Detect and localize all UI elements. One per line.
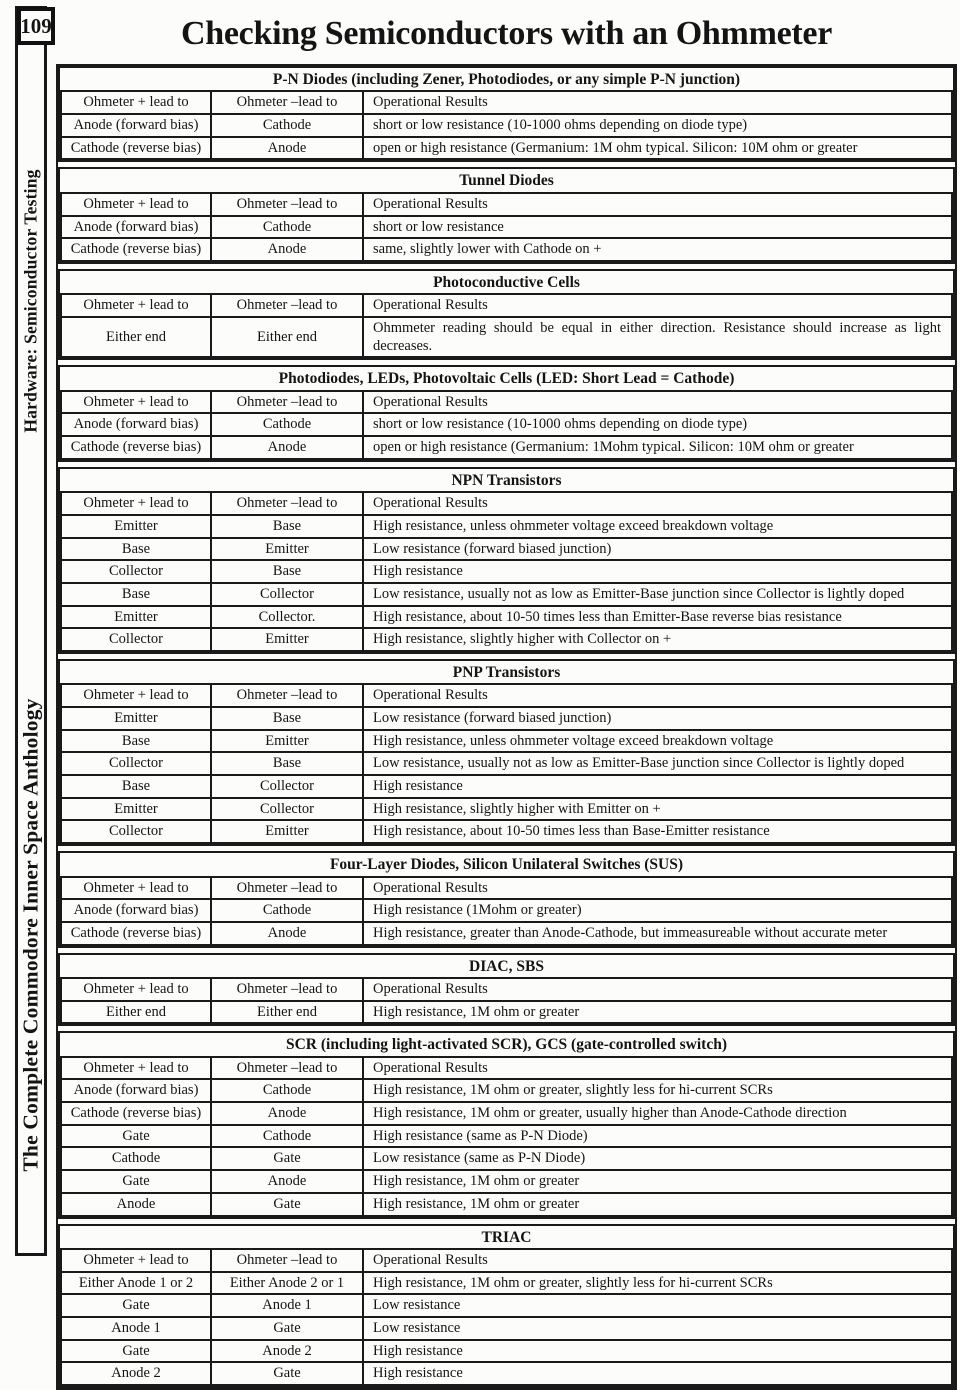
lead-cell: Emitter [61,515,211,538]
header-cell: Operational Results [363,978,952,1001]
table-row [61,899,952,922]
lead-cell: Gate [211,1317,363,1340]
lead-cell: Gate [211,1362,363,1385]
table-row [61,317,952,357]
table-row [61,1317,952,1340]
lead-cell: Anode (forward bias) [61,114,211,137]
header-cell: Operational Results [363,877,952,900]
main-content [56,0,957,1390]
section-title: PNP Transistors [452,663,561,681]
lead-cell: Cathode [211,1125,363,1148]
result-cell: High resistance, unless ohmmeter voltage exceed breakdown voltage [363,730,952,753]
lead-cell: Cathode (reverse bias) [61,436,211,459]
table-row [61,775,952,798]
section [58,953,955,1027]
lead-cell: Cathode (reverse bias) [61,1102,211,1125]
section-table [60,293,953,358]
lead-cell: Cathode [211,899,363,922]
lead-cell: Base [61,775,211,798]
lead-cell: Cathode (reverse bias) [61,137,211,160]
lead-cell: Collector [61,752,211,775]
result-cell: Low resistance (forward biased junction) [363,538,952,561]
lead-cell: Either end [211,317,363,357]
page-number-box [17,7,55,45]
header-cell: Ohmeter + lead to [61,193,211,216]
sidebar-bar [15,6,47,1256]
header-cell: Ohmeter + lead to [61,1249,211,1272]
header-cell: Ohmeter –lead to [211,1057,363,1080]
table-row [61,1193,952,1216]
header-cell: Ohmeter –lead to [211,684,363,707]
table-row [61,1001,952,1024]
lead-cell: Gate [61,1125,211,1148]
header-cell: Ohmeter + lead to [61,877,211,900]
header-cell: Operational Results [363,492,952,515]
lead-cell: Anode [211,1102,363,1125]
table-row [61,583,952,606]
result-cell: Low resistance, usually not as low as Emitter-Base junction since Collector is lightly doped [363,752,952,775]
lead-cell: Cathode (reverse bias) [61,922,211,945]
header-cell: Ohmeter –lead to [211,294,363,317]
section-title: TRIAC [481,1228,532,1246]
lead-cell: Collector [211,798,363,821]
table-row [61,560,952,583]
table-row [61,1170,952,1193]
lead-cell: Either Anode 2 or 1 [211,1272,363,1295]
result-cell: Low resistance [363,1317,952,1340]
table-row [61,114,952,137]
lead-cell: Either end [61,317,211,357]
result-cell: High resistance (same as P-N Diode) [363,1125,952,1148]
section-title: NPN Transistors [451,471,562,489]
lead-cell: Cathode [211,114,363,137]
lead-cell: Anode 2 [211,1340,363,1363]
header-cell: Ohmeter + lead to [61,684,211,707]
lead-cell: Anode [211,1170,363,1193]
lead-cell: Emitter [61,606,211,629]
lead-cell: Emitter [211,628,363,651]
lead-cell: Gate [211,1193,363,1216]
table-row [61,730,952,753]
header-cell: Operational Results [363,91,952,114]
header-row [61,91,952,114]
result-cell: High resistance, 1M ohm or greater, usually higher than Anode-Cathode direction [363,1102,952,1125]
lead-cell: Anode [211,436,363,459]
table-row [61,628,952,651]
table-row [61,413,952,436]
section-table [60,491,953,652]
result-cell: High resistance, unless ohmmeter voltage exceed breakdown voltage [363,515,952,538]
lead-cell: Collector [211,775,363,798]
result-cell: High resistance, 1M ohm or greater [363,1001,952,1024]
table-row [61,606,952,629]
result-cell: short or low resistance (10-1000 ohms depending on diode type) [363,114,952,137]
section-table [60,683,953,844]
lead-cell: Cathode [61,1147,211,1170]
header-row [61,294,952,317]
page-number: 109 [20,13,52,38]
header-cell: Operational Results [363,294,952,317]
result-cell: High resistance, slightly higher with Emitter on + [363,798,952,821]
lead-cell: Base [61,538,211,561]
section-title: P-N Diodes (including Zener, Photodiodes, or any simple P-N junction) [272,71,741,88]
section-table [60,1248,953,1386]
lead-cell: Either end [211,1001,363,1024]
lead-cell: Gate [211,1147,363,1170]
header-cell: Ohmeter + lead to [61,391,211,414]
lead-cell: Emitter [61,707,211,730]
result-cell: High resistance [363,775,952,798]
header-row [61,492,952,515]
header-cell: Ohmeter + lead to [61,91,211,114]
section [58,1224,955,1389]
result-cell: Low resistance (same as P-N Diode) [363,1147,952,1170]
lead-cell: Anode [211,922,363,945]
lead-cell: Base [211,560,363,583]
lead-cell: Gate [61,1294,211,1317]
lead-cell: Cathode [211,1079,363,1102]
result-cell: High resistance, 1M ohm or greater, slightly less for hi-current SCRs [363,1272,952,1295]
result-cell: Low resistance [363,1294,952,1317]
section-table [60,1056,953,1217]
header-row [61,1249,952,1272]
lead-cell: Anode 2 [61,1362,211,1385]
table-row [61,1102,952,1125]
result-cell: High resistance, greater than Anode-Cathode, but immeasureable without accurate meter [363,922,952,945]
table-row [61,1340,952,1363]
table-row [61,538,952,561]
section [58,1031,955,1218]
table-row [61,515,952,538]
section [58,269,955,360]
table-row [61,137,952,160]
header-row [61,978,952,1001]
lead-cell: Cathode [211,413,363,436]
section-title: DIAC, SBS [469,957,544,975]
sidebar-bottom-label: The Complete Commodore Inner Space Anthology [18,698,43,1172]
section [58,365,955,461]
lead-cell: Anode 1 [211,1294,363,1317]
section-title: Tunnel Diodes [459,172,554,190]
table-row [61,238,952,261]
result-cell: High resistance, about 10-50 times less than Base-Emitter resistance [363,820,952,843]
header-cell: Operational Results [363,1249,952,1272]
table-row [61,436,952,459]
table-row [61,820,952,843]
table-row [61,1079,952,1102]
header-cell: Ohmeter –lead to [211,877,363,900]
lead-cell: Collector [61,560,211,583]
lead-cell: Anode [211,137,363,160]
header-cell: Ohmeter + lead to [61,978,211,1001]
lead-cell: Base [211,707,363,730]
lead-cell: Anode (forward bias) [61,1079,211,1102]
table-row [61,922,952,945]
result-cell: Low resistance, usually not as low as Emitter-Base junction since Collector is lightly doped [363,583,952,606]
header-cell: Ohmeter –lead to [211,978,363,1001]
header-cell: Operational Results [363,1057,952,1080]
lead-cell: Gate [61,1170,211,1193]
table-row [61,1272,952,1295]
lead-cell: Anode (forward bias) [61,216,211,239]
header-cell: Operational Results [363,391,952,414]
lead-cell: Either end [61,1001,211,1024]
section [58,167,955,263]
result-cell: High resistance [363,1362,952,1385]
table-row [61,216,952,239]
lead-cell: Anode (forward bias) [61,899,211,922]
header-row [61,391,952,414]
result-cell: High resistance, 1M ohm or greater, slightly less for hi-current SCRs [363,1079,952,1102]
header-cell: Ohmeter –lead to [211,391,363,414]
section [58,851,955,947]
tables-container [56,64,957,1390]
lead-cell: Gate [61,1340,211,1363]
section [58,467,955,654]
result-cell: open or high resistance (Germanium: 1Mohm typical. Silicon: 10M ohm or greater [363,436,952,459]
result-cell: High resistance, about 10-50 times less than Emitter-Base reverse bias resistance [363,606,952,629]
lead-cell: Base [61,583,211,606]
result-cell: High resistance [363,560,952,583]
table-row [61,1147,952,1170]
result-cell: short or low resistance (10-1000 ohms depending on diode type) [363,413,952,436]
header-row [61,193,952,216]
header-cell: Ohmeter + lead to [61,1057,211,1080]
lead-cell: Collector. [211,606,363,629]
result-cell: High resistance, slightly higher with Collector on + [363,628,952,651]
section-table [60,192,953,262]
section-title: Photodiodes, LEDs, Photovoltaic Cells (LED: Short Lead = Cathode) [278,370,735,388]
table-row [61,798,952,821]
section-title: SCR (including light-activated SCR), GCS (gate-controlled switch) [285,1036,728,1054]
header-row [61,684,952,707]
lead-cell: Cathode (reverse bias) [61,238,211,261]
section [58,66,955,162]
section-title: Four-Layer Diodes, Silicon Unilateral Switches (SUS) [329,856,684,874]
result-cell: open or high resistance (Germanium: 1M ohm typical. Silicon: 10M ohm or greater [363,137,952,160]
sidebar-top-label: Hardware: Semiconductor Testing [20,169,41,433]
lead-cell: Collector [61,820,211,843]
result-cell: High resistance (1Mohm or greater) [363,899,952,922]
result-cell: High resistance, 1M ohm or greater [363,1193,952,1216]
header-cell: Ohmeter –lead to [211,492,363,515]
result-cell: Low resistance (forward biased junction) [363,707,952,730]
lead-cell: Emitter [211,538,363,561]
lead-cell: Base [211,752,363,775]
lead-cell: Base [211,515,363,538]
lead-cell: Anode (forward bias) [61,413,211,436]
lead-cell: Anode [61,1193,211,1216]
result-cell: High resistance [363,1340,952,1363]
section-table [60,876,953,946]
result-cell: High resistance, 1M ohm or greater [363,1170,952,1193]
result-cell: same, slightly lower with Cathode on + [363,238,952,261]
header-cell: Ohmeter –lead to [211,91,363,114]
section-title: Photoconductive Cells [433,273,580,291]
section [58,659,955,846]
result-cell: Ohmmeter reading should be equal in either direction. Resistance should increase as light decreases. [363,317,952,357]
section-table [60,977,953,1024]
lead-cell: Anode 1 [61,1317,211,1340]
table-row [61,1294,952,1317]
lead-cell: Anode [211,238,363,261]
header-row [61,1057,952,1080]
header-cell: Operational Results [363,193,952,216]
lead-cell: Base [61,730,211,753]
lead-cell: Cathode [211,216,363,239]
lead-cell: Either Anode 1 or 2 [61,1272,211,1295]
header-cell: Ohmeter –lead to [211,193,363,216]
section-table [60,90,953,160]
table-row [61,1125,952,1148]
header-cell: Ohmeter –lead to [211,1249,363,1272]
lead-cell: Collector [211,583,363,606]
header-cell: Ohmeter + lead to [61,492,211,515]
section-table [60,390,953,460]
header-cell: Ohmeter + lead to [61,294,211,317]
lead-cell: Emitter [211,730,363,753]
lead-cell: Collector [61,628,211,651]
header-cell: Operational Results [363,684,952,707]
lead-cell: Emitter [211,820,363,843]
page-title: Checking Semiconductors with an Ohmmeter [181,15,832,52]
header-row [61,877,952,900]
table-row [61,1362,952,1385]
table-row [61,707,952,730]
lead-cell: Emitter [61,798,211,821]
table-row [61,752,952,775]
result-cell: short or low resistance [363,216,952,239]
